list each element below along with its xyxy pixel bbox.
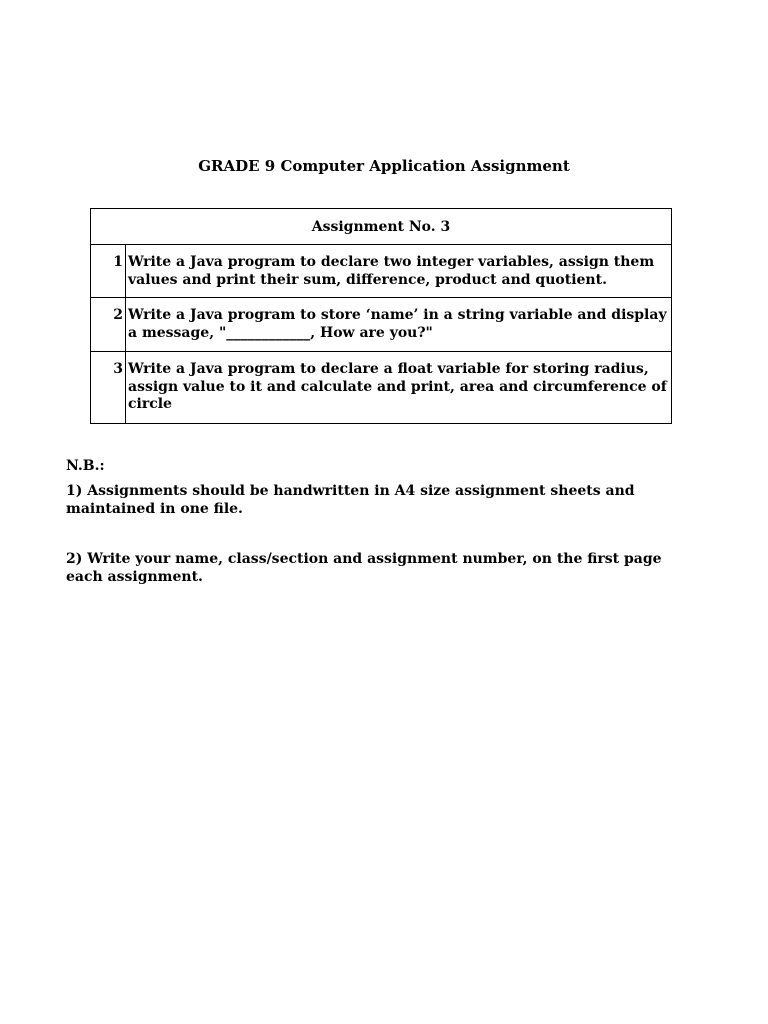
document-title: GRADE 9 Computer Application Assignment [198, 157, 570, 175]
assignment-number-header: Assignment No. 3 [91, 209, 672, 245]
table-row [91, 245, 672, 298]
table-header-row [91, 209, 672, 245]
row-number: 3 [91, 352, 126, 424]
note-item: 2) Write your name, class/section and assignment number, on the first page each assignment. [66, 551, 662, 585]
row-number: 2 [91, 298, 126, 352]
row-number: 1 [91, 245, 126, 298]
assignment-table [90, 208, 672, 424]
table-row [91, 352, 672, 424]
row-question: Write a Java program to declare two integer variables, assign them values and print their sum, difference, product and quotient. [126, 245, 672, 298]
table-row [91, 298, 672, 352]
note-item: 1) Assignments should be handwritten in A4 size assignment sheets and maintained in one file. [66, 483, 635, 517]
row-question: Write a Java program to declare a float variable for storing radius, assign value to it and calculate and print, area and circumference of circle [126, 352, 672, 424]
nb-label: N.B.: [66, 458, 105, 474]
row-question: Write a Java program to store ‘name’ in a string variable and display a message, "____________, How are you?" [126, 298, 672, 352]
